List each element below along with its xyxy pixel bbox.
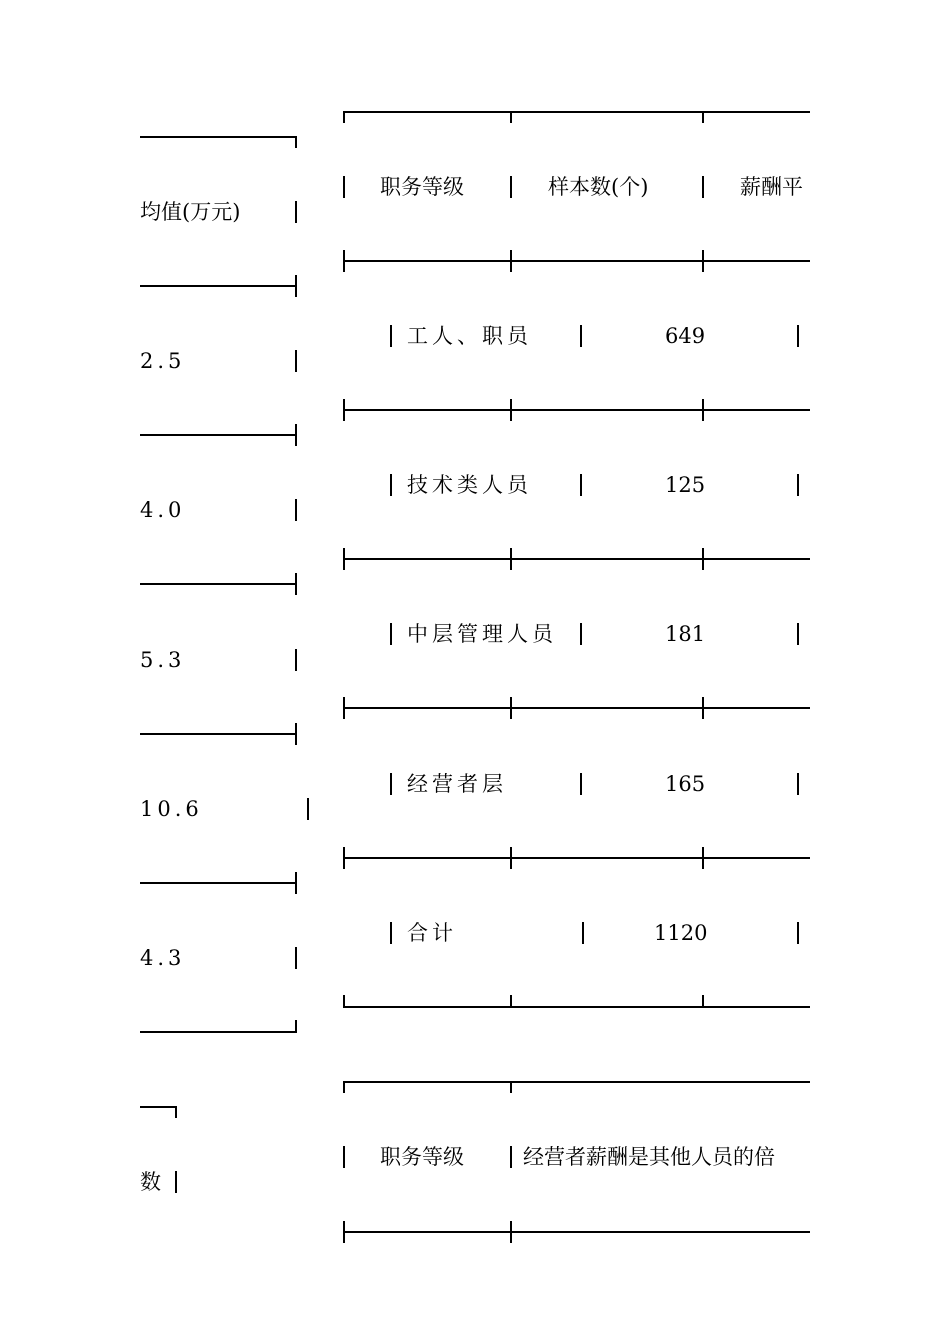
- count-cell: 1120: [654, 921, 708, 945]
- cell-divider: [390, 474, 392, 496]
- table-border-tick: [295, 573, 297, 595]
- avg-cell: 5.3: [140, 648, 186, 672]
- cell-divider: [390, 325, 392, 347]
- table-top-border: [343, 111, 810, 113]
- row-separator: [343, 857, 810, 859]
- table-border-tick: [702, 548, 704, 570]
- cell-divider: [343, 1146, 345, 1168]
- count-cell: 181: [665, 622, 706, 646]
- cell-divider: [580, 325, 582, 347]
- table-border-tick: [295, 723, 297, 745]
- cell-divider: [343, 176, 345, 198]
- avg-cell: 4.3: [140, 946, 186, 970]
- cell-divider: [582, 922, 584, 944]
- count-cell: 125: [665, 473, 706, 497]
- cell-divider: [797, 474, 799, 496]
- table-top-border: [343, 1081, 810, 1083]
- table-border-tick: [343, 1221, 345, 1243]
- avg-cell: 10.6: [140, 797, 203, 821]
- table-border-tick: [343, 697, 345, 719]
- cell-divider: [580, 623, 582, 645]
- header-grade: 职务等级: [380, 1145, 464, 1169]
- table-border-tick: [702, 250, 704, 272]
- count-cell: 165: [665, 772, 706, 796]
- avg-cell: 4.0: [140, 498, 186, 522]
- cell-divider: [390, 773, 392, 795]
- table-border-tick: [510, 111, 512, 123]
- cell-divider: [702, 176, 704, 198]
- table-border-tick: [175, 1106, 177, 1118]
- table-border-tick: [295, 424, 297, 446]
- wrap-row-separator: [140, 434, 297, 436]
- table-border-tick: [295, 872, 297, 894]
- table-border-tick: [343, 995, 345, 1007]
- cell-divider: [307, 798, 309, 820]
- table-border-tick: [510, 250, 512, 272]
- table-border-tick: [510, 548, 512, 570]
- header-grade: 职务等级: [380, 175, 464, 199]
- cell-divider: [295, 350, 297, 372]
- grade-cell: 合计: [407, 921, 457, 945]
- cell-divider: [797, 623, 799, 645]
- table-border-tick: [702, 847, 704, 869]
- wrap-row-separator: [140, 733, 297, 735]
- table-border-tick: [510, 1081, 512, 1093]
- table-border-tick: [295, 1020, 297, 1032]
- count-cell: 649: [665, 324, 706, 348]
- header-ratio: 经营者薪酬是其他人员的倍: [523, 1145, 775, 1169]
- cell-divider: [295, 201, 297, 223]
- cell-divider: [295, 499, 297, 521]
- header-avg-salary: 薪酬平: [740, 175, 803, 199]
- table-border-tick: [702, 995, 704, 1007]
- cell-divider: [510, 1146, 512, 1168]
- table-border-tick: [343, 399, 345, 421]
- grade-cell: 工人、职员: [407, 324, 532, 348]
- table-border-tick: [510, 847, 512, 869]
- header-sample-count: 样本数(个): [548, 175, 649, 199]
- table-border-tick: [343, 111, 345, 123]
- wrap-col-bottom-border: [140, 1031, 297, 1033]
- grade-cell: 技术类人员: [407, 473, 532, 497]
- table-bottom-border: [343, 1006, 810, 1008]
- cell-divider: [580, 773, 582, 795]
- table-border-tick: [510, 1221, 512, 1243]
- table-border-tick: [510, 399, 512, 421]
- cell-divider: [295, 947, 297, 969]
- table-border-tick: [343, 250, 345, 272]
- table-border-tick: [295, 136, 297, 148]
- header-ratio-wrap: 数: [140, 1170, 161, 1194]
- cell-divider: [797, 773, 799, 795]
- table-border-tick: [295, 275, 297, 297]
- wrap-row-separator: [140, 285, 297, 287]
- row-separator: [343, 409, 810, 411]
- row-separator: [343, 558, 810, 560]
- cell-divider: [390, 922, 392, 944]
- table-border-tick: [702, 399, 704, 421]
- table-border-tick: [510, 697, 512, 719]
- cell-divider: [175, 1171, 177, 1193]
- table-border-tick: [343, 847, 345, 869]
- cell-divider: [797, 325, 799, 347]
- avg-cell: 2.5: [140, 349, 186, 373]
- table-border-tick: [702, 111, 704, 123]
- row-separator: [343, 260, 810, 262]
- cell-divider: [390, 623, 392, 645]
- grade-cell: 经营者层: [407, 772, 507, 796]
- cell-divider: [580, 474, 582, 496]
- wrap-row-separator: [140, 583, 297, 585]
- row-separator: [343, 1231, 810, 1233]
- grade-cell: 中层管理人员: [407, 622, 557, 646]
- cell-divider: [797, 922, 799, 944]
- wrap-row-separator: [140, 882, 297, 884]
- header-avg-salary-wrap: 均值(万元): [140, 200, 241, 224]
- wrap-col-border: [140, 136, 297, 138]
- table-border-tick: [510, 995, 512, 1007]
- row-separator: [343, 707, 810, 709]
- table-border-tick: [343, 1081, 345, 1093]
- cell-divider: [510, 176, 512, 198]
- cell-divider: [295, 649, 297, 671]
- table-border-tick: [343, 548, 345, 570]
- wrap-col-border: [140, 1106, 177, 1108]
- table-border-tick: [702, 697, 704, 719]
